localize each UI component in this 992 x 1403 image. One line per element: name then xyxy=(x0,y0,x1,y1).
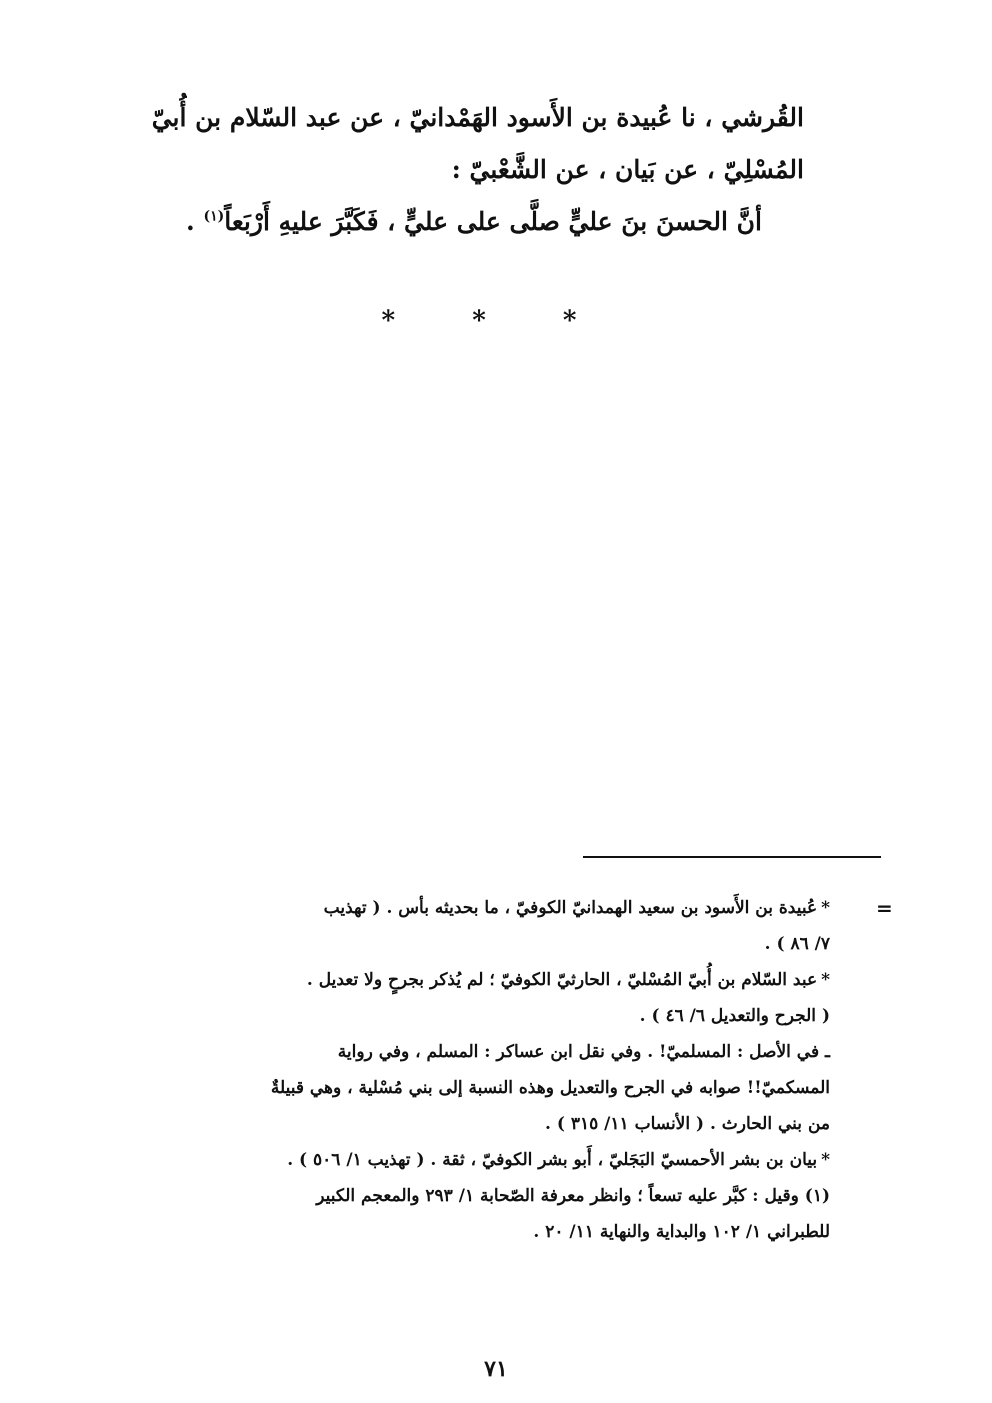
main-text-line-3 xyxy=(154,196,804,248)
main-text xyxy=(151,92,804,248)
footnote-divider xyxy=(583,856,881,858)
continuation-mark: = xyxy=(876,896,893,920)
footnote-ubayda-text-1: عُبيدة بن الأَسود بن سعيد الهمدانيّ الكوفيّ ، ما بحديثه بأس . ( تهذيب xyxy=(323,898,818,918)
footnote-abdussalam-line-2: ( الجرح والتعديل ٦/ ٤٦ ) . xyxy=(639,1006,830,1026)
footnotes xyxy=(170,890,830,1250)
main-text-line-3-end: . xyxy=(186,207,204,236)
main-text-line-2: المُسْلِيّ ، عن بَيان ، عن الشَّعْبيّ : xyxy=(451,155,804,184)
footnote-abdussalam-line-1 xyxy=(170,962,830,998)
footnote-asl-line-1: ـ في الأصل : المسلميّ! . وفي نقل ابن عساكر : المسلم ، وفي رواية xyxy=(337,1042,830,1062)
footnote-1-line-2: للطبراني ١/ ١٠٢ والبداية والنهاية ١١/ ٢٠ . xyxy=(533,1222,830,1242)
footnote-1-line-1: (١) وقيل : كبَّر عليه تسعاً ؛ وانظر معرفة الصّحابة ١/ ٢٩٣ والمعجم الكبير xyxy=(316,1186,830,1206)
main-text-line-1: القُرشي ، نا عُبيدة بن الأَسود الهَمْدانيّ ، عن عبد السّلام بن أُبيّ xyxy=(151,103,804,132)
section-separator: * * * xyxy=(381,306,611,336)
footnote-reference-1: (١) xyxy=(203,208,225,225)
footnote-bayan-text-1: بيان بن بشر الأحمسيّ البَجَليّ ، أَبو بشر الكوفيّ ، ثقة . ( تهذيب ١/ ٥٠٦ ) . xyxy=(287,1150,818,1170)
main-text-line-3-body: أنَّ الحسنَ بنَ عليٍّ صلَّى على عليٍّ ، فَكَبَّرَ عليهِ أَرْبَعاً xyxy=(224,207,762,236)
footnote-ubayda-line-1 xyxy=(170,890,830,926)
star-bullet-3: * xyxy=(821,1150,830,1170)
footnote-bayan-line-1 xyxy=(170,1142,830,1178)
page-number: ٧١ xyxy=(484,1356,508,1382)
footnote-asl-line-2: المسكميّ!! صوابه في الجرح والتعديل وهذه النسبة إلى بني مُسْلية ، وهي قبيلةٌ xyxy=(270,1078,830,1098)
footnote-ubayda-line-2: ٧/ ٨٦ ) . xyxy=(764,934,830,954)
footnote-asl-line-3: من بني الحارث . ( الأنساب ١١/ ٣١٥ ) . xyxy=(545,1114,830,1134)
footnote-abdussalam-text-1: عبد السّلام بن أُبيّ المُسْليّ ، الحارثيّ الكوفيّ ؛ لم يُذكر بجرحٍ ولا تعديل . xyxy=(306,970,818,990)
star-bullet-2: * xyxy=(821,970,830,990)
star-bullet-1: * xyxy=(821,898,830,918)
